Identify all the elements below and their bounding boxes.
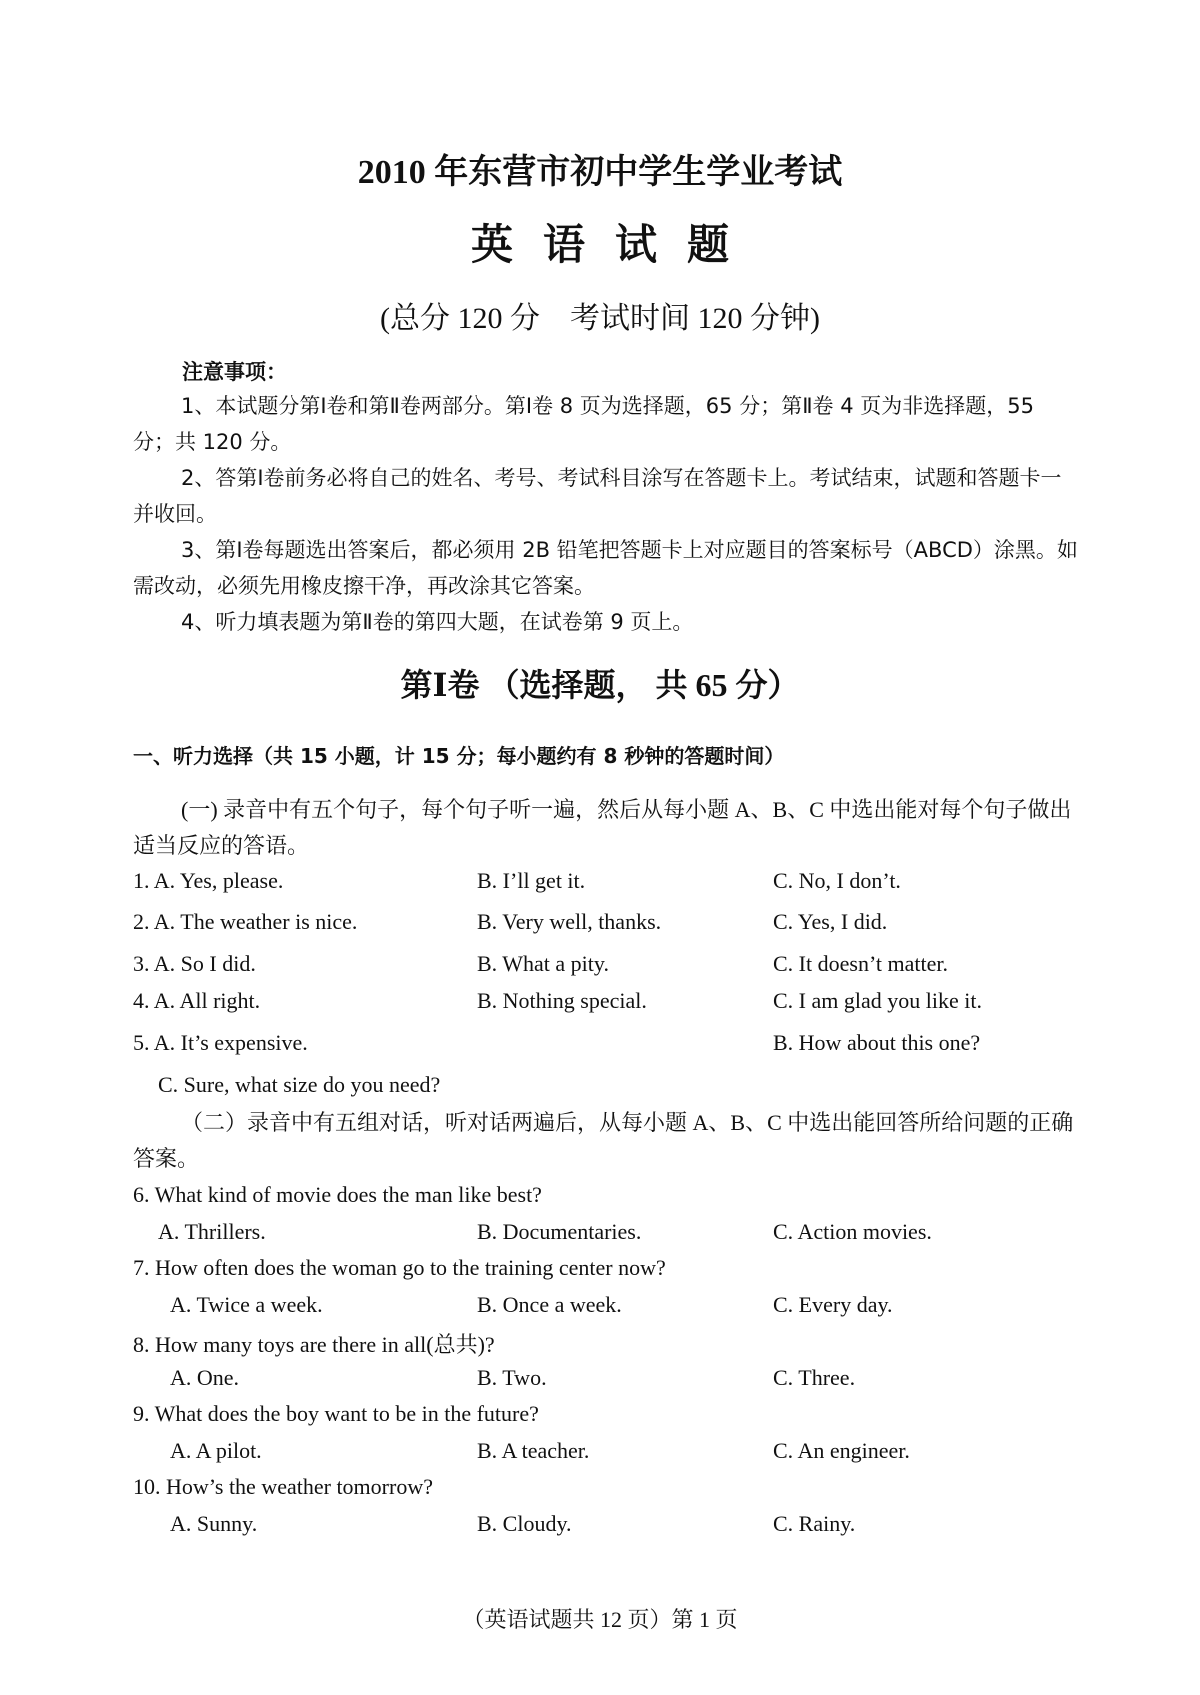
notice-item-text: 4、听力填表题为第Ⅱ卷的第四大题，在试卷第 9 页上。 xyxy=(181,610,694,634)
notice-item xyxy=(133,532,1078,604)
part-title: 一、听力选择（共 15 小题，计 15 分；每小题约有 8 秒钟的答题时间） xyxy=(133,744,785,768)
q1-option-a: 1. A. Yes, please. xyxy=(133,868,284,893)
q2-option-a: 2. A. The weather is nice. xyxy=(133,909,358,934)
notice-item xyxy=(133,460,1078,532)
q9-option-b: B. A teacher. xyxy=(477,1438,590,1463)
q5-option-c: C. Sure, what size do you need? xyxy=(158,1072,441,1097)
q1-option-b: B. I’ll get it. xyxy=(477,868,586,893)
q8-option-a: A. One. xyxy=(170,1365,240,1390)
exam-title: 2010 年东营市初中学生学业考试 xyxy=(357,154,843,191)
q3-option-c: C. It doesn’t matter. xyxy=(773,951,948,976)
q7-option-a: A. Twice a week. xyxy=(170,1292,323,1317)
q10-option-a: A. Sunny. xyxy=(170,1511,258,1536)
q10-option-b: B. Cloudy. xyxy=(477,1511,572,1536)
sub2-instruction-text: （二）录音中有五组对话，听对话两遍后，从每小题 A、B、C 中选出能回答所给问题的正确答案。 xyxy=(133,1110,1074,1171)
q7-question: 7. How often does the woman go to the training center now? xyxy=(133,1255,666,1280)
q4-option-c: C. I am glad you like it. xyxy=(773,988,982,1013)
q6-option-b: B. Documentaries. xyxy=(477,1219,642,1244)
q8-question: 8. How many toys are there in all(总共)? xyxy=(133,1332,495,1357)
q3-option-a: 3. A. So I did. xyxy=(133,951,256,976)
q5-option-a: 5. A. It’s expensive. xyxy=(133,1030,308,1055)
q4-option-b: B. Nothing special. xyxy=(477,988,647,1013)
subject-title: 英语试题 xyxy=(470,223,759,269)
page-footer: （英语试题共 12 页）第 1 页 xyxy=(462,1607,738,1632)
q10-question: 10. How’s the weather tomorrow? xyxy=(133,1474,433,1499)
q8-option-c: C. Three. xyxy=(773,1365,856,1390)
sub2-instruction xyxy=(133,1105,1078,1177)
notice-heading: 注意事项： xyxy=(182,360,287,384)
q3-option-b: B. What a pity. xyxy=(477,951,609,976)
q9-option-c: C. An engineer. xyxy=(773,1438,910,1463)
q6-option-c: C. Action movies. xyxy=(773,1219,932,1244)
q7-option-c: C. Every day. xyxy=(773,1292,893,1317)
exam-info: (总分 120 分 考试时间 120 分钟) xyxy=(380,302,820,335)
q9-question: 9. What does the boy want to be in the future? xyxy=(133,1401,539,1426)
notice-item-text: 3、第Ⅰ卷每题选出答案后，都必须用 2B 铅笔把答题卡上对应题目的答案标号（ABCD）涂黑。如需改动，必须先用橡皮擦干净，再改涂其它答案。 xyxy=(133,538,1078,598)
q9-option-a: A. A pilot. xyxy=(170,1438,262,1463)
notice-item xyxy=(133,388,1078,460)
notice-item-text: 1、本试题分第Ⅰ卷和第Ⅱ卷两部分。第Ⅰ卷 8 页为选择题，65 分；第Ⅱ卷 4 页为非选择题，55 分；共 120 分。 xyxy=(133,394,1034,454)
q1-option-c: C. No, I don’t. xyxy=(773,868,901,893)
q5-option-b: B. How about this one? xyxy=(773,1030,981,1055)
q7-option-b: B. Once a week. xyxy=(477,1292,622,1317)
q2-option-c: C. Yes, I did. xyxy=(773,909,888,934)
notice-item xyxy=(133,604,1078,640)
q4-option-a: 4. A. All right. xyxy=(133,988,261,1013)
q6-question: 6. What kind of movie does the man like best? xyxy=(133,1182,542,1207)
sub1-instruction xyxy=(133,792,1078,864)
q8-option-b: B. Two. xyxy=(477,1365,547,1390)
q6-option-a: A. Thrillers. xyxy=(158,1219,266,1244)
q10-option-c: C. Rainy. xyxy=(773,1511,856,1536)
sub1-instruction-text: (一) 录音中有五个句子，每个句子听一遍，然后从每小题 A、B、C 中选出能对每个句子做出适当反应的答语。 xyxy=(133,797,1072,858)
q2-option-b: B. Very well, thanks. xyxy=(477,909,662,934)
notice-item-text: 2、答第Ⅰ卷前务必将自己的姓名、考号、考试科目涂写在答题卡上。考试结束，试题和答题卡一并收回。 xyxy=(133,466,1062,526)
section-title: 第Ⅰ卷 （选择题， 共 65 分） xyxy=(400,667,800,703)
